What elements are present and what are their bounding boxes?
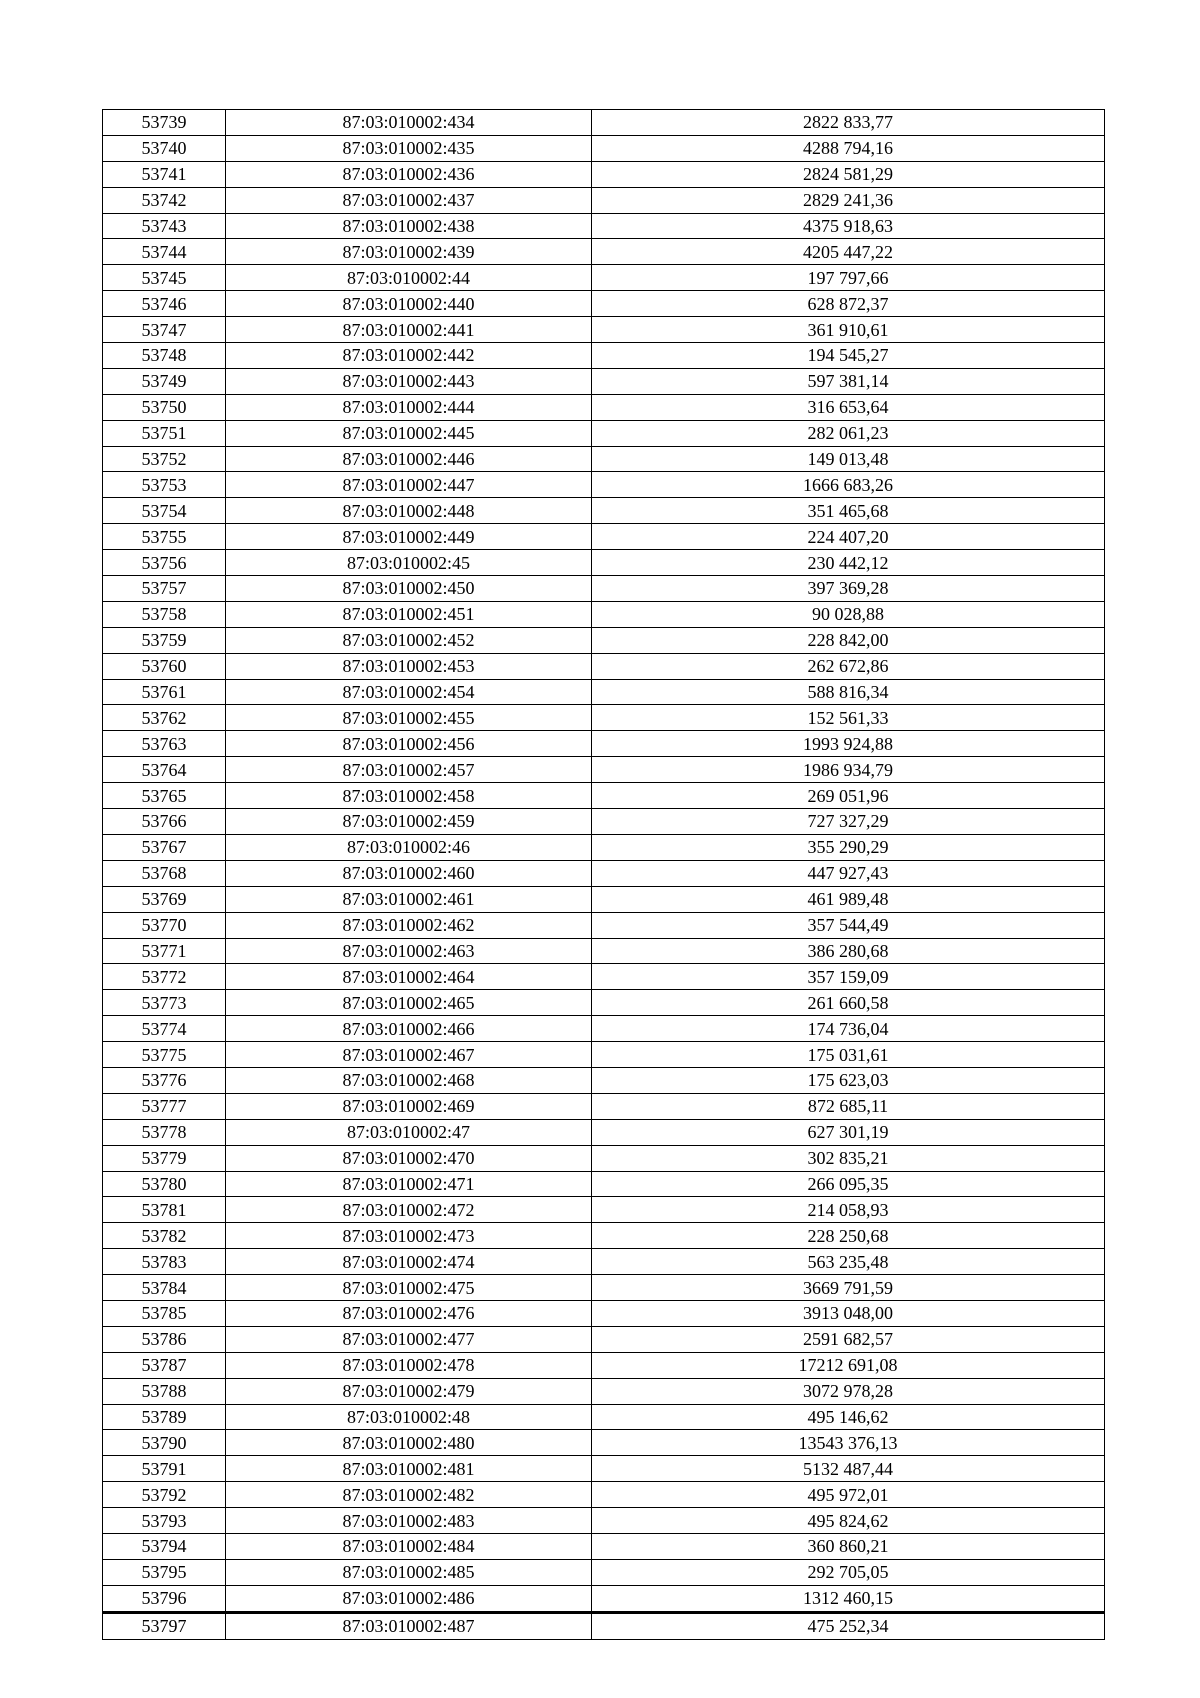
table-row	[103, 420, 1105, 446]
row-number-cell: 53776	[103, 1067, 226, 1093]
row-number-cell: 53790	[103, 1430, 226, 1456]
cadastral-number-cell: 87:03:010002:440	[226, 291, 592, 317]
row-number-cell: 53751	[103, 420, 226, 446]
cadastral-number-cell: 87:03:010002:475	[226, 1275, 592, 1301]
cadastral-value-cell: 447 927,43	[592, 860, 1105, 886]
row-number-cell: 53767	[103, 834, 226, 860]
row-number-cell: 53781	[103, 1197, 226, 1223]
cadastral-value-cell: 3669 791,59	[592, 1275, 1105, 1301]
table-row	[103, 213, 1105, 239]
cadastral-value-cell: 269 051,96	[592, 783, 1105, 809]
cadastral-value-cell: 1986 934,79	[592, 757, 1105, 783]
cadastral-value-cell: 230 442,12	[592, 550, 1105, 576]
row-number-cell: 53797	[103, 1612, 226, 1639]
cadastral-number-cell: 87:03:010002:482	[226, 1482, 592, 1508]
cadastral-value-cell: 224 407,20	[592, 524, 1105, 550]
cadastral-value-cell: 5132 487,44	[592, 1456, 1105, 1482]
table-row	[103, 1171, 1105, 1197]
cadastral-value-cell: 2824 581,29	[592, 161, 1105, 187]
row-number-cell: 53785	[103, 1300, 226, 1326]
cadastral-value-cell: 1312 460,15	[592, 1585, 1105, 1612]
row-number-cell: 53796	[103, 1585, 226, 1612]
row-number-cell: 53742	[103, 187, 226, 213]
cadastral-number-cell: 87:03:010002:483	[226, 1508, 592, 1534]
cadastral-value-cell: 2591 682,57	[592, 1326, 1105, 1352]
row-number-cell: 53739	[103, 110, 226, 136]
cadastral-value-cell: 228 250,68	[592, 1223, 1105, 1249]
table-row	[103, 394, 1105, 420]
table-row	[103, 964, 1105, 990]
table-row	[103, 135, 1105, 161]
cadastral-value-cell: 3072 978,28	[592, 1378, 1105, 1404]
table-row	[103, 1300, 1105, 1326]
row-number-cell: 53783	[103, 1249, 226, 1275]
cadastral-value-cell: 495 824,62	[592, 1508, 1105, 1534]
table-row	[103, 860, 1105, 886]
table-body	[103, 110, 1105, 1640]
cadastral-number-cell: 87:03:010002:474	[226, 1249, 592, 1275]
cadastral-number-cell: 87:03:010002:472	[226, 1197, 592, 1223]
cadastral-number-cell: 87:03:010002:484	[226, 1533, 592, 1559]
table-row	[103, 1145, 1105, 1171]
cadastral-value-cell: 13543 376,13	[592, 1430, 1105, 1456]
table-row	[103, 317, 1105, 343]
table-row	[103, 550, 1105, 576]
table-row	[103, 886, 1105, 912]
cadastral-value-cell: 386 280,68	[592, 938, 1105, 964]
row-number-cell: 53787	[103, 1352, 226, 1378]
cadastral-number-cell: 87:03:010002:444	[226, 394, 592, 420]
table-row	[103, 1042, 1105, 1068]
cadastral-number-cell: 87:03:010002:471	[226, 1171, 592, 1197]
row-number-cell: 53769	[103, 886, 226, 912]
cadastral-value-cell: 495 972,01	[592, 1482, 1105, 1508]
row-number-cell: 53771	[103, 938, 226, 964]
table-row	[103, 938, 1105, 964]
cadastral-value-cell: 461 989,48	[592, 886, 1105, 912]
cadastral-number-cell: 87:03:010002:439	[226, 239, 592, 265]
row-number-cell: 53791	[103, 1456, 226, 1482]
table-row	[103, 1378, 1105, 1404]
cadastral-number-cell: 87:03:010002:436	[226, 161, 592, 187]
cadastral-number-cell: 87:03:010002:473	[226, 1223, 592, 1249]
row-number-cell: 53755	[103, 524, 226, 550]
cadastral-value-cell: 90 028,88	[592, 601, 1105, 627]
cadastral-value-cell: 2822 833,77	[592, 110, 1105, 136]
table-row	[103, 1352, 1105, 1378]
row-number-cell: 53768	[103, 860, 226, 886]
row-number-cell: 53760	[103, 653, 226, 679]
row-number-cell: 53756	[103, 550, 226, 576]
cadastral-number-cell: 87:03:010002:452	[226, 627, 592, 653]
table-row	[103, 1585, 1105, 1612]
table-row	[103, 601, 1105, 627]
row-number-cell: 53788	[103, 1378, 226, 1404]
row-number-cell: 53774	[103, 1016, 226, 1042]
row-number-cell: 53747	[103, 317, 226, 343]
table-row	[103, 368, 1105, 394]
row-number-cell: 53794	[103, 1533, 226, 1559]
cadastral-value-cell: 727 327,29	[592, 809, 1105, 835]
row-number-cell: 53795	[103, 1559, 226, 1585]
table-row	[103, 576, 1105, 602]
cadastral-value-cell: 214 058,93	[592, 1197, 1105, 1223]
table-row	[103, 161, 1105, 187]
cadastral-value-cell: 2829 241,36	[592, 187, 1105, 213]
cadastral-number-cell: 87:03:010002:448	[226, 498, 592, 524]
cadastral-value-cell: 152 561,33	[592, 705, 1105, 731]
cadastral-number-cell: 87:03:010002:460	[226, 860, 592, 886]
cadastral-value-cell: 4375 918,63	[592, 213, 1105, 239]
table-row	[103, 731, 1105, 757]
table-row	[103, 757, 1105, 783]
cadastral-number-cell: 87:03:010002:46	[226, 834, 592, 860]
row-number-cell: 53758	[103, 601, 226, 627]
table-row	[103, 990, 1105, 1016]
row-number-cell: 53766	[103, 809, 226, 835]
cadastral-number-cell: 87:03:010002:441	[226, 317, 592, 343]
row-number-cell: 53762	[103, 705, 226, 731]
cadastral-value-cell: 3913 048,00	[592, 1300, 1105, 1326]
cadastral-number-cell: 87:03:010002:462	[226, 912, 592, 938]
table-row	[103, 265, 1105, 291]
cadastral-number-cell: 87:03:010002:445	[226, 420, 592, 446]
cadastral-number-cell: 87:03:010002:458	[226, 783, 592, 809]
row-number-cell: 53745	[103, 265, 226, 291]
cadastral-value-cell: 194 545,27	[592, 343, 1105, 369]
cadastral-number-cell: 87:03:010002:465	[226, 990, 592, 1016]
cadastral-number-cell: 87:03:010002:463	[226, 938, 592, 964]
cadastral-number-cell: 87:03:010002:44	[226, 265, 592, 291]
cadastral-value-cell: 627 301,19	[592, 1119, 1105, 1145]
row-number-cell: 53764	[103, 757, 226, 783]
table-row	[103, 110, 1105, 136]
cadastral-number-cell: 87:03:010002:464	[226, 964, 592, 990]
row-number-cell: 53753	[103, 472, 226, 498]
row-number-cell: 53749	[103, 368, 226, 394]
cadastral-value-cell: 588 816,34	[592, 679, 1105, 705]
cadastral-number-cell: 87:03:010002:45	[226, 550, 592, 576]
table-row	[103, 1404, 1105, 1430]
cadastral-value-cell: 175 623,03	[592, 1067, 1105, 1093]
cadastral-value-cell: 302 835,21	[592, 1145, 1105, 1171]
cadastral-number-cell: 87:03:010002:455	[226, 705, 592, 731]
table-row	[103, 1067, 1105, 1093]
table-row	[103, 446, 1105, 472]
cadastral-number-cell: 87:03:010002:459	[226, 809, 592, 835]
cadastral-number-cell: 87:03:010002:47	[226, 1119, 592, 1145]
cadastral-number-cell: 87:03:010002:479	[226, 1378, 592, 1404]
cadastral-value-cell: 17212 691,08	[592, 1352, 1105, 1378]
row-number-cell: 53750	[103, 394, 226, 420]
row-number-cell: 53793	[103, 1508, 226, 1534]
row-number-cell: 53782	[103, 1223, 226, 1249]
cadastral-value-cell: 628 872,37	[592, 291, 1105, 317]
cadastral-number-cell: 87:03:010002:485	[226, 1559, 592, 1585]
cadastral-number-cell: 87:03:010002:48	[226, 1404, 592, 1430]
cadastral-number-cell: 87:03:010002:457	[226, 757, 592, 783]
table-row	[103, 627, 1105, 653]
row-number-cell: 53786	[103, 1326, 226, 1352]
row-number-cell: 53746	[103, 291, 226, 317]
cadastral-number-cell: 87:03:010002:476	[226, 1300, 592, 1326]
cadastral-number-cell: 87:03:010002:437	[226, 187, 592, 213]
table-row	[103, 1533, 1105, 1559]
cadastral-number-cell: 87:03:010002:481	[226, 1456, 592, 1482]
table-row	[103, 1119, 1105, 1145]
cadastral-number-cell: 87:03:010002:486	[226, 1585, 592, 1612]
table-row	[103, 1197, 1105, 1223]
cadastral-value-cell: 361 910,61	[592, 317, 1105, 343]
cadastral-number-cell: 87:03:010002:447	[226, 472, 592, 498]
cadastral-value-cell: 357 159,09	[592, 964, 1105, 990]
row-number-cell: 53754	[103, 498, 226, 524]
cadastral-number-cell: 87:03:010002:435	[226, 135, 592, 161]
cadastral-value-cell: 360 860,21	[592, 1533, 1105, 1559]
cadastral-number-cell: 87:03:010002:449	[226, 524, 592, 550]
table-row	[103, 524, 1105, 550]
cadastral-number-cell: 87:03:010002:434	[226, 110, 592, 136]
cadastral-value-cell: 228 842,00	[592, 627, 1105, 653]
table-row	[103, 187, 1105, 213]
table-row	[103, 472, 1105, 498]
row-number-cell: 53792	[103, 1482, 226, 1508]
cadastral-value-cell: 174 736,04	[592, 1016, 1105, 1042]
cadastral-number-cell: 87:03:010002:451	[226, 601, 592, 627]
table-row	[103, 912, 1105, 938]
table-row	[103, 1482, 1105, 1508]
cadastral-value-cell: 563 235,48	[592, 1249, 1105, 1275]
table-row	[103, 1093, 1105, 1119]
cadastral-number-cell: 87:03:010002:456	[226, 731, 592, 757]
cadastral-value-cell: 266 095,35	[592, 1171, 1105, 1197]
table-row	[103, 1016, 1105, 1042]
cadastral-number-cell: 87:03:010002:478	[226, 1352, 592, 1378]
table-row	[103, 783, 1105, 809]
table-row	[103, 1559, 1105, 1585]
row-number-cell: 53748	[103, 343, 226, 369]
row-number-cell: 53759	[103, 627, 226, 653]
cadastral-value-cell: 351 465,68	[592, 498, 1105, 524]
row-number-cell: 53741	[103, 161, 226, 187]
cadastral-value-cell: 1666 683,26	[592, 472, 1105, 498]
table-row	[103, 834, 1105, 860]
cadastral-value-cell: 149 013,48	[592, 446, 1105, 472]
row-number-cell: 53744	[103, 239, 226, 265]
cadastral-number-cell: 87:03:010002:446	[226, 446, 592, 472]
table-row	[103, 1275, 1105, 1301]
table-row	[103, 1508, 1105, 1534]
cadastral-value-cell: 597 381,14	[592, 368, 1105, 394]
table-row	[103, 1612, 1105, 1639]
cadastral-value-cell: 397 369,28	[592, 576, 1105, 602]
row-number-cell: 53780	[103, 1171, 226, 1197]
row-number-cell: 53773	[103, 990, 226, 1016]
cadastral-number-cell: 87:03:010002:466	[226, 1016, 592, 1042]
table-row	[103, 1223, 1105, 1249]
cadastral-number-cell: 87:03:010002:480	[226, 1430, 592, 1456]
cadastral-number-cell: 87:03:010002:453	[226, 653, 592, 679]
cadastral-number-cell: 87:03:010002:442	[226, 343, 592, 369]
row-number-cell: 53765	[103, 783, 226, 809]
cadastral-value-cell: 357 544,49	[592, 912, 1105, 938]
row-number-cell: 53778	[103, 1119, 226, 1145]
cadastral-value-cell: 475 252,34	[592, 1612, 1105, 1639]
row-number-cell: 53740	[103, 135, 226, 161]
row-number-cell: 53779	[103, 1145, 226, 1171]
table-row	[103, 679, 1105, 705]
row-number-cell: 53775	[103, 1042, 226, 1068]
cadastral-value-cell: 355 290,29	[592, 834, 1105, 860]
cadastral-value-cell: 872 685,11	[592, 1093, 1105, 1119]
cadastral-value-cell: 4205 447,22	[592, 239, 1105, 265]
table-row	[103, 291, 1105, 317]
row-number-cell: 53789	[103, 1404, 226, 1430]
table-row	[103, 1249, 1105, 1275]
cadastral-number-cell: 87:03:010002:470	[226, 1145, 592, 1171]
row-number-cell: 53772	[103, 964, 226, 990]
cadastral-value-cell: 175 031,61	[592, 1042, 1105, 1068]
table-row	[103, 239, 1105, 265]
cadastral-number-cell: 87:03:010002:438	[226, 213, 592, 239]
row-number-cell: 53743	[103, 213, 226, 239]
cadastral-value-cell: 1993 924,88	[592, 731, 1105, 757]
row-number-cell: 53752	[103, 446, 226, 472]
cadastral-number-cell: 87:03:010002:467	[226, 1042, 592, 1068]
cadastral-value-cell: 262 672,86	[592, 653, 1105, 679]
table-row	[103, 1430, 1105, 1456]
cadastral-value-cell: 316 653,64	[592, 394, 1105, 420]
cadastral-number-cell: 87:03:010002:454	[226, 679, 592, 705]
row-number-cell: 53770	[103, 912, 226, 938]
table-row	[103, 1326, 1105, 1352]
table-row	[103, 809, 1105, 835]
table-row	[103, 343, 1105, 369]
cadastral-value-cell: 495 146,62	[592, 1404, 1105, 1430]
cadastral-value-table	[102, 109, 1105, 1640]
table-row	[103, 498, 1105, 524]
cadastral-value-cell: 282 061,23	[592, 420, 1105, 446]
cadastral-number-cell: 87:03:010002:477	[226, 1326, 592, 1352]
table-row	[103, 705, 1105, 731]
cadastral-number-cell: 87:03:010002:450	[226, 576, 592, 602]
row-number-cell: 53763	[103, 731, 226, 757]
cadastral-value-cell: 4288 794,16	[592, 135, 1105, 161]
cadastral-value-cell: 261 660,58	[592, 990, 1105, 1016]
table-row	[103, 1456, 1105, 1482]
cadastral-number-cell: 87:03:010002:443	[226, 368, 592, 394]
row-number-cell: 53784	[103, 1275, 226, 1301]
table-row	[103, 653, 1105, 679]
row-number-cell: 53777	[103, 1093, 226, 1119]
cadastral-value-cell: 292 705,05	[592, 1559, 1105, 1585]
cadastral-number-cell: 87:03:010002:461	[226, 886, 592, 912]
cadastral-number-cell: 87:03:010002:468	[226, 1067, 592, 1093]
cadastral-number-cell: 87:03:010002:469	[226, 1093, 592, 1119]
row-number-cell: 53761	[103, 679, 226, 705]
cadastral-number-cell: 87:03:010002:487	[226, 1612, 592, 1639]
cadastral-value-cell: 197 797,66	[592, 265, 1105, 291]
row-number-cell: 53757	[103, 576, 226, 602]
